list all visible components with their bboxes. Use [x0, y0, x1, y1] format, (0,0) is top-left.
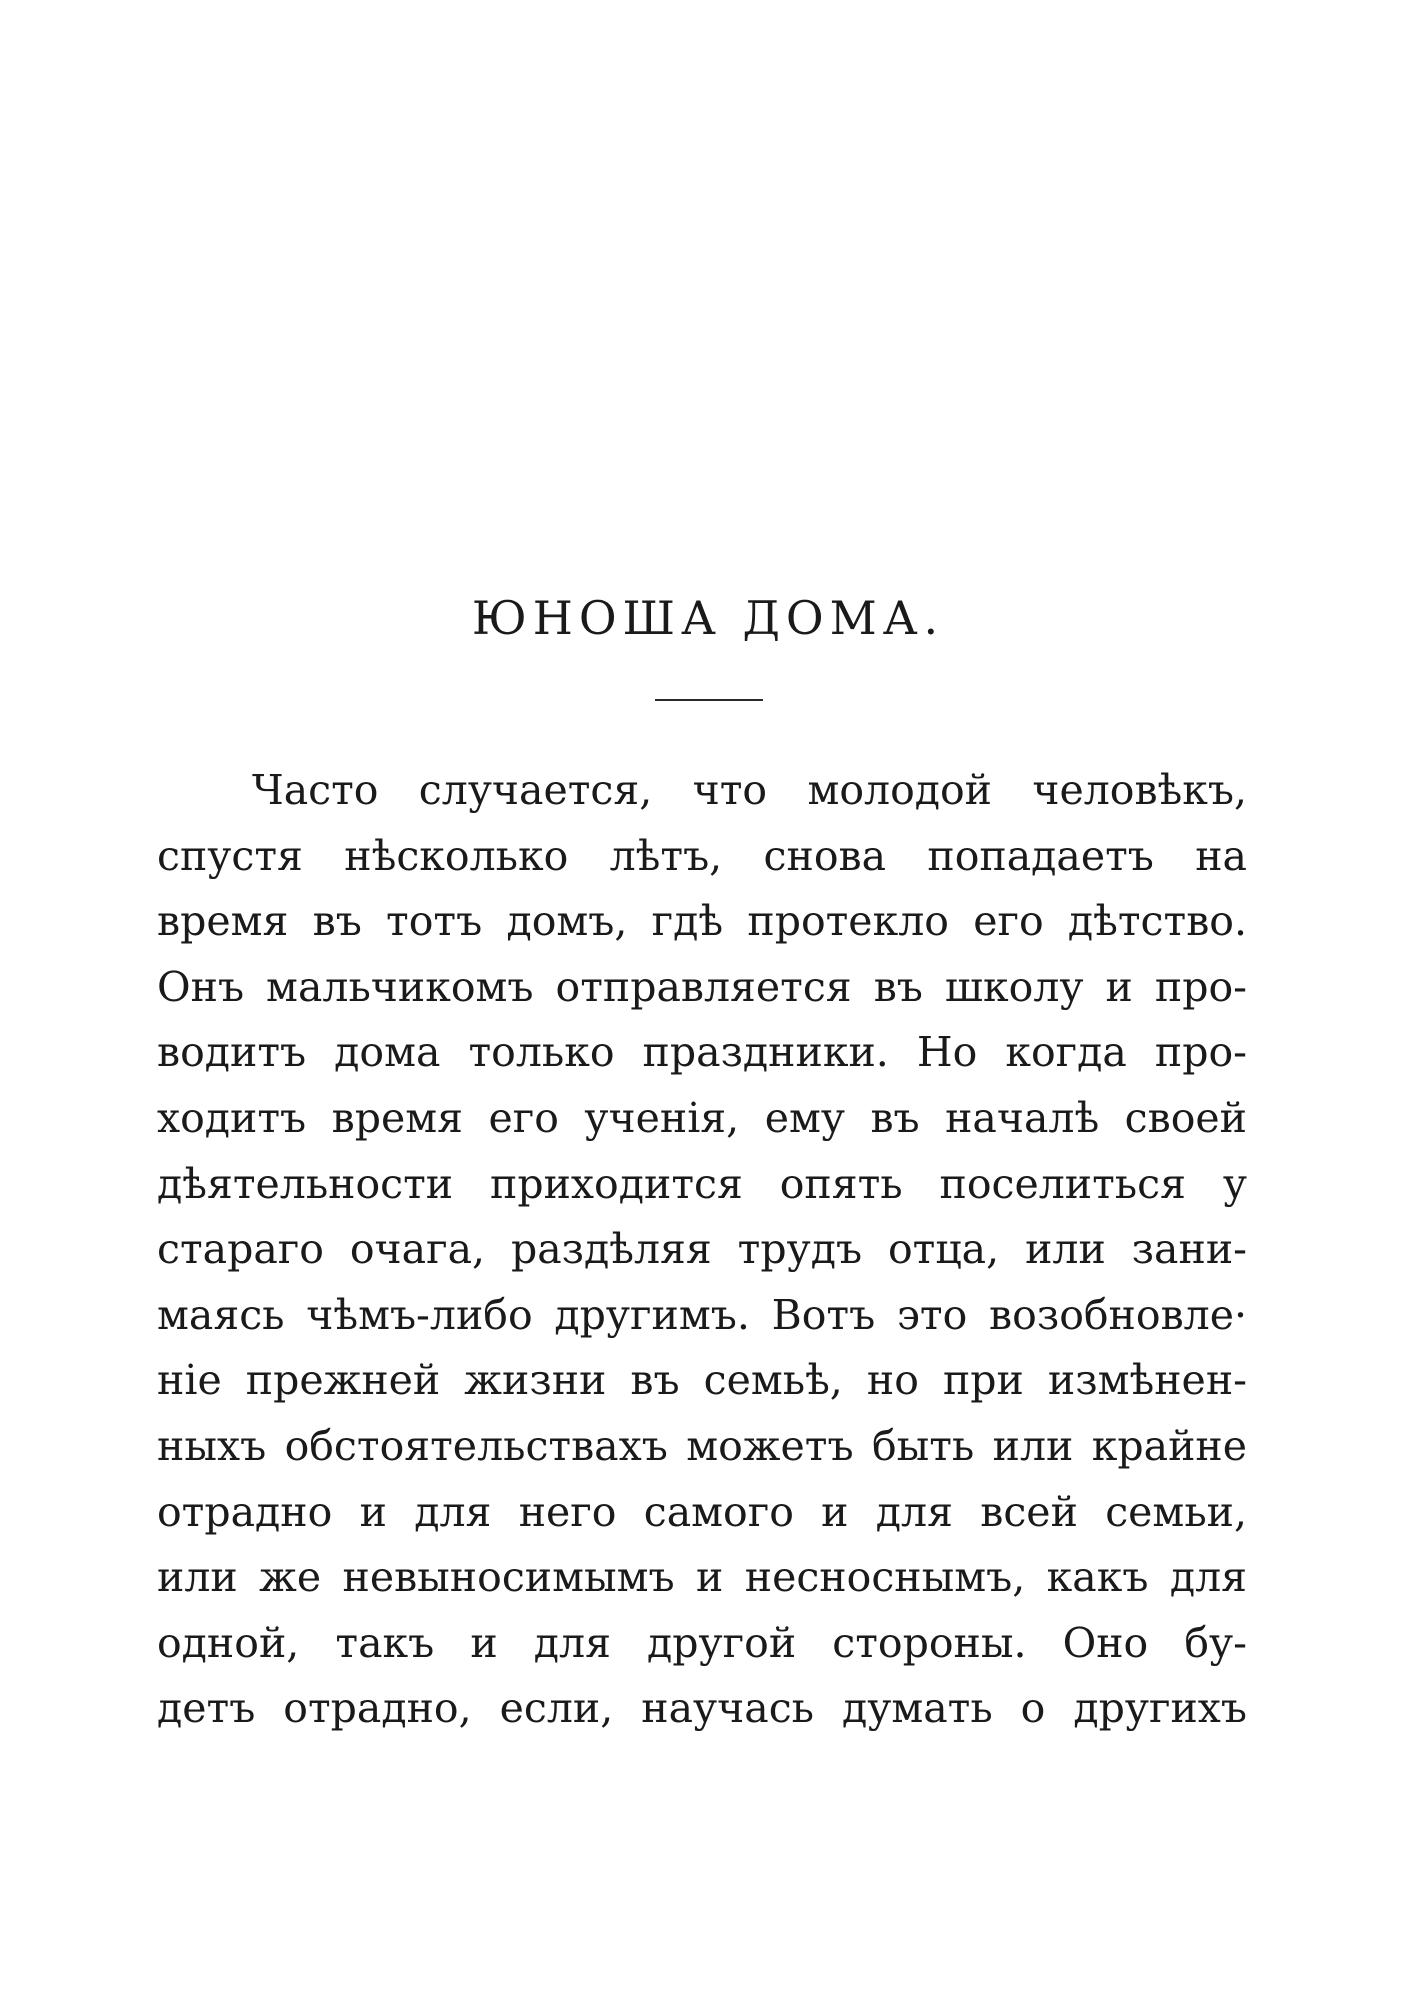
- text-line: одной, такъ и для другой стороны. Оно бу-: [157, 1618, 1247, 1667]
- text-line: маясь чѣмъ-либо другимъ. Вотъ это возобновле·: [157, 1290, 1247, 1339]
- text-line: спустя нѣсколько лѣтъ, снова попадаетъ на: [157, 831, 1247, 880]
- body-paragraph: [157, 758, 1247, 1742]
- text-line: водитъ дома только праздники. Но когда про-: [157, 1028, 1247, 1077]
- text-line: дѣятельности приходится опять поселиться у: [157, 1159, 1247, 1208]
- text-line: детъ отрадно, если, научась думать о другихъ: [157, 1684, 1247, 1733]
- text-line: ходитъ время его ученія, ему въ началѣ своей: [157, 1093, 1247, 1142]
- text-line: стараго очага, раздѣляя трудъ отца, или зани-: [157, 1225, 1247, 1274]
- chapter-title: ЮНОША ДОМА.: [471, 591, 945, 645]
- text-line: время въ тотъ домъ, гдѣ протекло его дѣтство.: [157, 897, 1247, 946]
- title-divider: [655, 699, 763, 701]
- text-line: ніе прежней жизни въ семьѣ, но при измѣнен-: [157, 1356, 1247, 1405]
- text-line: или же невыносимымъ и несноснымъ, какъ для: [157, 1553, 1247, 1602]
- text-line: Онъ мальчикомъ отправляется въ школу и про-: [157, 962, 1247, 1011]
- text-line: ныхъ обстоятельствахъ можетъ быть или крайне: [157, 1421, 1247, 1470]
- text-line: Часто случается, что молодой человѣкъ,: [252, 766, 1247, 814]
- text-line: отрадно и для него самого и для всей семьи,: [157, 1487, 1247, 1536]
